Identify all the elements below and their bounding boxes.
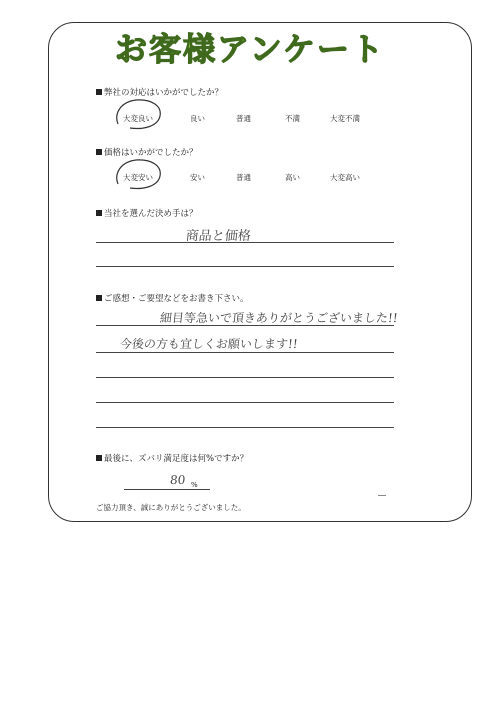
title-text: お客様アンケート xyxy=(114,30,386,68)
bullet-square-icon xyxy=(96,295,102,301)
q3-handwritten-answer: 商品と価格 xyxy=(185,229,252,244)
q2-selected-circle-mark xyxy=(110,156,166,192)
answer-line xyxy=(96,352,394,353)
question-1-label: 弊社の対応はいかがでしたか？ xyxy=(104,88,224,98)
q1-option-1[interactable]: 大変良い xyxy=(123,114,153,123)
q1-option-5[interactable]: 大変不満 xyxy=(330,114,360,123)
question-5-label: 最後に、ズバリ満足度は何%ですか？ xyxy=(104,454,249,464)
question-3-label: 当社を選んだ決め手は？ xyxy=(104,209,198,219)
q4-handwritten-line-2: 今後の方も宜しくお願いします!! xyxy=(119,337,299,351)
answer-line xyxy=(96,402,394,403)
bullet-square-icon xyxy=(96,210,102,216)
footer-thanks: ご協力頂き、誠にありがとうございました。 xyxy=(96,503,246,512)
q1-option-4[interactable]: 不満 xyxy=(285,114,300,123)
bullet-square-icon xyxy=(96,455,102,461)
answer-line xyxy=(96,242,394,243)
question-3 xyxy=(96,207,198,219)
question-4 xyxy=(96,292,249,304)
q1-option-2[interactable]: 良い xyxy=(190,114,205,123)
answer-line xyxy=(96,325,394,326)
q1-selected-circle-mark xyxy=(110,96,166,132)
answer-line xyxy=(96,266,394,267)
survey-title xyxy=(70,26,430,70)
q2-option-4[interactable]: 高い xyxy=(285,173,300,182)
answer-line xyxy=(96,427,394,428)
q1-option-3[interactable]: 普通 xyxy=(236,114,251,123)
stray-mark xyxy=(378,495,386,496)
q2-option-2[interactable]: 安い xyxy=(190,173,205,182)
q2-option-1[interactable]: 大変安い xyxy=(123,173,153,182)
question-2-label: 価格はいかがでしたか？ xyxy=(104,148,198,158)
q5-handwritten-answer: 80 xyxy=(169,473,187,487)
question-4-label: ご感想・ご要望などをお書き下さい。 xyxy=(104,294,249,304)
q2-option-5[interactable]: 大変高い xyxy=(330,173,360,182)
q5-answer-line xyxy=(124,489,210,490)
q4-handwritten-line-1: 細目等急いで頂きありがとうございました!! xyxy=(159,311,399,325)
answer-line xyxy=(96,377,394,378)
bullet-square-icon xyxy=(96,149,102,155)
question-5 xyxy=(96,452,248,464)
q2-option-3[interactable]: 普通 xyxy=(236,173,251,182)
bullet-square-icon xyxy=(96,89,102,95)
q5-percent-unit: % xyxy=(191,481,198,489)
